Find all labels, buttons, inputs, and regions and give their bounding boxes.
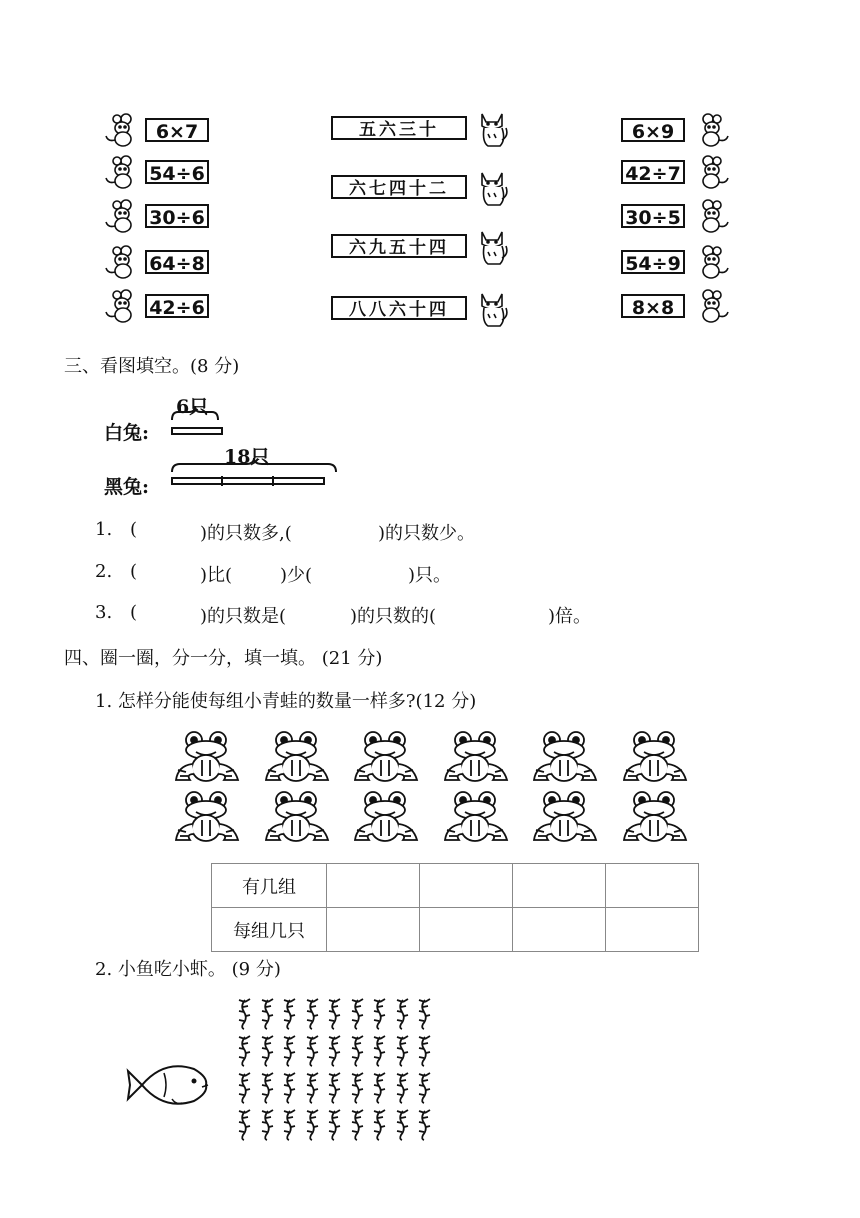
right-expression-box: 42÷7 <box>621 160 685 184</box>
shrimp-icon <box>281 1035 297 1067</box>
frog-icon <box>262 730 332 786</box>
shrimp-icon <box>259 1072 275 1104</box>
shrimp-icon <box>281 998 297 1030</box>
answer-cell[interactable] <box>513 908 606 952</box>
white-brace <box>172 406 218 420</box>
shrimp-icon <box>236 998 252 1030</box>
multiplication-rhyme-box: 五六三十 <box>331 116 467 140</box>
shrimp-icon <box>416 1035 432 1067</box>
frog-icon <box>620 790 690 846</box>
right-expression-box: 30÷5 <box>621 204 685 228</box>
answer-cell[interactable] <box>420 864 513 908</box>
shrimp-icon <box>236 1072 252 1104</box>
row-label-per-group: 每组几只 <box>212 908 327 952</box>
table-row <box>212 908 699 952</box>
shrimp-icon <box>394 998 410 1030</box>
question-4-2: 2. 小鱼吃小虾。 (9 分) <box>95 959 281 980</box>
fish-icon <box>124 1055 214 1115</box>
frog-icon <box>351 730 421 786</box>
left-expression-box: 64÷8 <box>145 250 209 274</box>
right-expression-box: 8×8 <box>621 294 685 318</box>
answer-cell[interactable] <box>606 908 699 952</box>
row-label-groups: 有几组 <box>212 864 327 908</box>
shrimp-icon <box>371 1035 387 1067</box>
shrimp-icon <box>236 1035 252 1067</box>
left-expression-box: 6×7 <box>145 118 209 142</box>
shrimp-icon <box>394 1035 410 1067</box>
answer-cell[interactable] <box>327 908 420 952</box>
shrimp-icon <box>394 1072 410 1104</box>
black-rabbit-count: 18只 <box>224 446 270 468</box>
shrimp-icon <box>236 1109 252 1141</box>
answer-cell[interactable] <box>513 864 606 908</box>
right-expression-box: 6×9 <box>621 118 685 142</box>
multiplication-rhyme-box: 六九五十四 <box>331 234 467 258</box>
shrimp-icon <box>349 1072 365 1104</box>
shrimp-icon <box>371 998 387 1030</box>
shrimp-icon <box>259 998 275 1030</box>
frog-icon <box>530 790 600 846</box>
shrimp-icon <box>349 1035 365 1067</box>
shrimp-icon <box>304 1109 320 1141</box>
answer-cell[interactable] <box>420 908 513 952</box>
black-brace <box>172 458 336 472</box>
frog-icon <box>620 730 690 786</box>
shrimp-icon <box>304 998 320 1030</box>
frog-icon <box>351 790 421 846</box>
right-expression-box: 54÷9 <box>621 250 685 274</box>
black-bar <box>172 478 324 484</box>
shrimp-icon <box>371 1109 387 1141</box>
left-expression-box: 54÷6 <box>145 160 209 184</box>
shrimp-icon <box>416 998 432 1030</box>
shrimp-icon <box>326 998 342 1030</box>
shrimp-icon <box>371 1072 387 1104</box>
shrimp-icon <box>416 1109 432 1141</box>
shrimp-icon <box>259 1109 275 1141</box>
left-expression-box: 42÷6 <box>145 294 209 318</box>
shrimp-icon <box>326 1035 342 1067</box>
frog-icon <box>530 730 600 786</box>
white-rabbit-label: 白兔: <box>104 422 150 444</box>
shrimp-icon <box>281 1109 297 1141</box>
multiplication-rhyme-box: 八八六十四 <box>331 296 467 320</box>
white-rabbit-count: 6只 <box>176 396 209 418</box>
left-expression-box: 30÷6 <box>145 204 209 228</box>
frog-icon <box>262 790 332 846</box>
shrimp-icon <box>349 998 365 1030</box>
frog-icon <box>172 790 242 846</box>
shrimp-icon <box>394 1109 410 1141</box>
shrimp-icon <box>259 1035 275 1067</box>
rabbit-bars <box>0 0 860 520</box>
multiplication-rhyme-box: 六七四十二 <box>331 175 467 199</box>
table-row <box>212 864 699 908</box>
black-rabbit-label: 黑兔: <box>104 476 150 498</box>
white-bar <box>172 428 222 434</box>
shrimp-icon <box>416 1072 432 1104</box>
answer-table <box>211 863 699 952</box>
shrimp-icon <box>326 1072 342 1104</box>
answer-cell[interactable] <box>606 864 699 908</box>
frog-icon <box>172 730 242 786</box>
section-3-heading: 三、看图填空。(8 分) <box>64 356 240 377</box>
shrimp-icon <box>281 1072 297 1104</box>
shrimp-icon <box>304 1072 320 1104</box>
shrimp-icon <box>304 1035 320 1067</box>
frog-icon <box>441 730 511 786</box>
section-4-heading: 四、圈一圈，分一分，填一填。 (21 分) <box>64 648 383 669</box>
shrimp-icon <box>349 1109 365 1141</box>
answer-cell[interactable] <box>327 864 420 908</box>
question-4-1: 1. 怎样分能使每组小青蛙的数量一样多?(12 分) <box>95 691 477 712</box>
shrimp-icon <box>326 1109 342 1141</box>
frog-icon <box>441 790 511 846</box>
